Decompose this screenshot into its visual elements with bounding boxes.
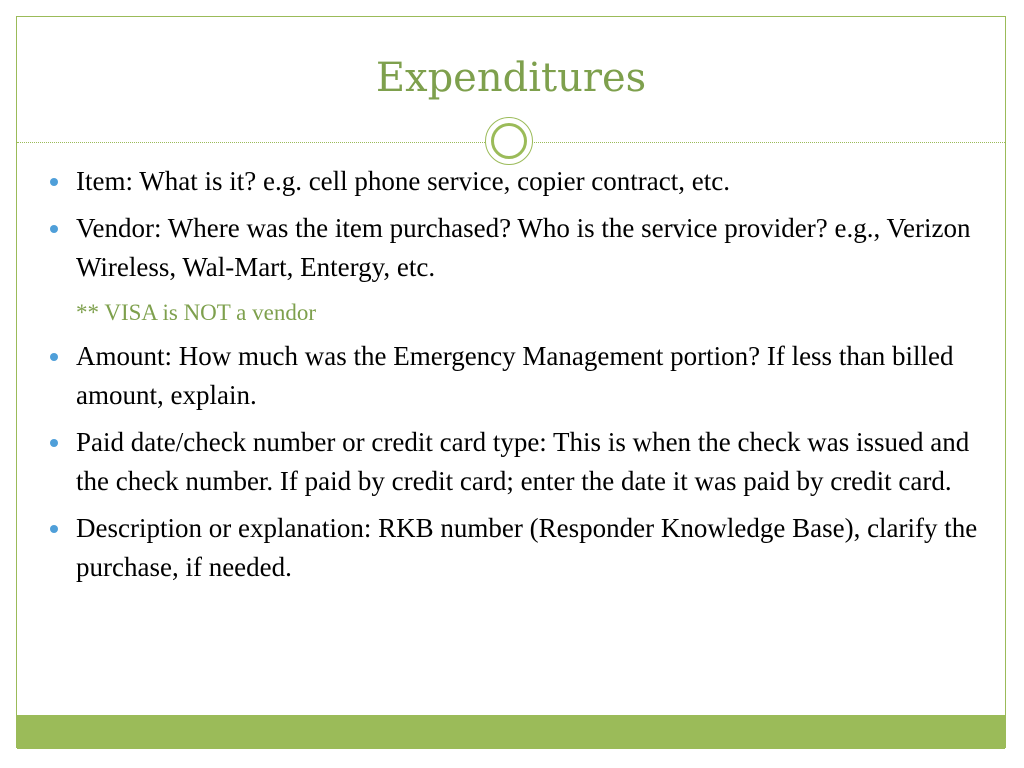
bullet-text: Paid date/check number or credit card type: This is when the check was issued and the check number. If paid by credit card; enter the date it was paid by credit card. xyxy=(76,427,970,496)
slide-content xyxy=(44,162,994,595)
bullet-item-paid-date xyxy=(44,423,994,501)
bullet-dot-icon xyxy=(50,225,58,233)
bullet-dot-icon xyxy=(50,178,58,186)
bullet-dot-icon xyxy=(50,525,58,533)
slide-title: Expenditures xyxy=(375,55,647,101)
footer-bar xyxy=(17,715,1005,749)
bullet-item-description xyxy=(44,509,994,587)
bullet-text: Amount: How much was the Emergency Management portion? If less than billed amount, explain. xyxy=(76,341,954,410)
bullet-text: Vendor: Where was the item purchased? Who is the service provider? e.g., Verizon Wireless, Wal-Mart, Entergy, etc. xyxy=(76,213,971,282)
bullet-text: Description or explanation: RKB number (Responder Knowledge Base), clarify the purchase, if needed. xyxy=(76,513,978,582)
vendor-note: ** VISA is NOT a vendor xyxy=(76,300,317,325)
bullet-item-vendor xyxy=(44,209,994,287)
bullet-dot-icon xyxy=(50,353,58,361)
bullet-item-amount xyxy=(44,337,994,415)
bullet-dot-icon xyxy=(50,439,58,447)
bullet-list xyxy=(44,162,994,287)
divider-circle-ornament xyxy=(485,117,533,165)
bullet-item-item xyxy=(44,162,994,201)
bullet-list-continued xyxy=(44,337,994,587)
bullet-text: Item: What is it? e.g. cell phone service, copier contract, etc. xyxy=(76,166,730,196)
